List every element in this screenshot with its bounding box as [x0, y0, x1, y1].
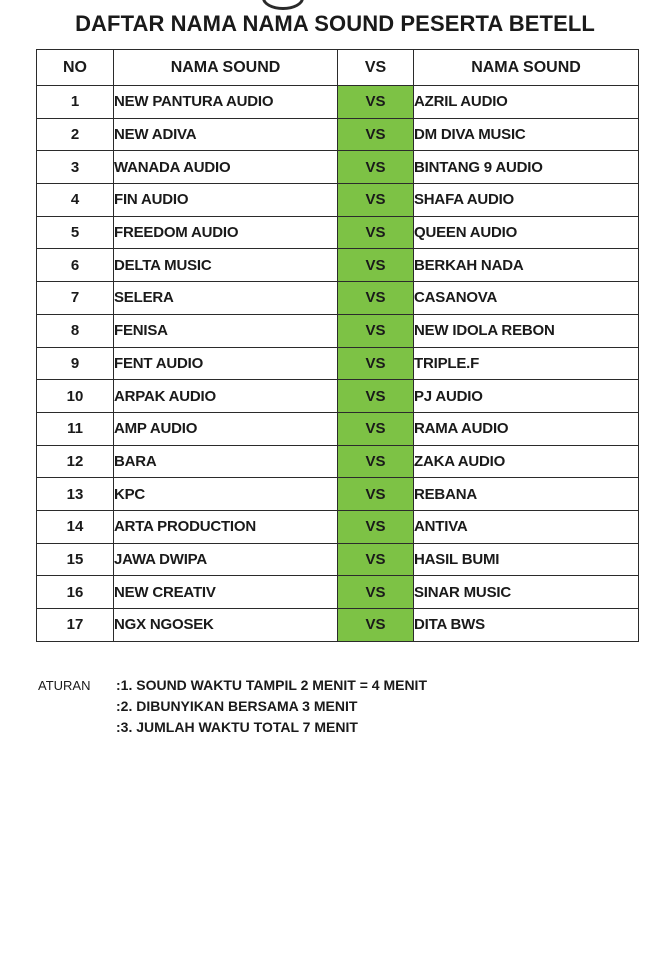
row-number: 12 [37, 445, 114, 478]
table-row [37, 216, 639, 249]
header-vs: VS [338, 50, 414, 86]
sound-a-name: ARTA PRODUCTION [114, 510, 338, 543]
sound-b-name: ZAKA AUDIO [414, 445, 639, 478]
sound-b-name: TRIPLE.F [414, 347, 639, 380]
sound-b-name: SINAR MUSIC [414, 576, 639, 609]
vs-label: VS [338, 314, 414, 347]
sound-b-name: QUEEN AUDIO [414, 216, 639, 249]
sound-a-name: ARPAK AUDIO [114, 380, 338, 413]
sound-b-name: CASANOVA [414, 282, 639, 315]
row-number: 7 [37, 282, 114, 315]
table-row [37, 151, 639, 184]
table-row [37, 249, 639, 282]
sound-a-name: BARA [114, 445, 338, 478]
sound-a-name: NEW PANTURA AUDIO [114, 86, 338, 119]
table-row [37, 445, 639, 478]
row-number: 2 [37, 118, 114, 151]
rule-item-2: :2. DIBUNYIKAN BERSAMA 3 MENIT [116, 698, 358, 714]
table-row [37, 543, 639, 576]
rules-label: ATURAN [38, 678, 91, 693]
table-row [37, 282, 639, 315]
page-title: DAFTAR NAMA NAMA SOUND PESERTA BETELL [75, 11, 595, 36]
sound-b-name: BINTANG 9 AUDIO [414, 151, 639, 184]
vs-label: VS [338, 380, 414, 413]
sound-b-name: BERKAH NADA [414, 249, 639, 282]
sound-a-name: NEW ADIVA [114, 118, 338, 151]
row-number: 11 [37, 412, 114, 445]
row-number: 16 [37, 576, 114, 609]
vs-label: VS [338, 478, 414, 511]
sound-a-name: AMP AUDIO [114, 412, 338, 445]
vs-label: VS [338, 445, 414, 478]
sound-b-name: ANTIVA [414, 510, 639, 543]
rule-item-1: :1. SOUND WAKTU TAMPIL 2 MENIT = 4 MENIT [116, 677, 428, 693]
table-header-row [37, 50, 639, 86]
row-number: 6 [37, 249, 114, 282]
row-number: 10 [37, 380, 114, 413]
vs-label: VS [338, 118, 414, 151]
sound-a-name: SELERA [114, 282, 338, 315]
vs-label: VS [338, 412, 414, 445]
cropped-logo-mark [262, 0, 304, 10]
sound-a-name: NGX NGOSEK [114, 609, 338, 642]
vs-label: VS [338, 249, 414, 282]
sound-b-name: RAMA AUDIO [414, 412, 639, 445]
sound-a-name: JAWA DWIPA [114, 543, 338, 576]
rules-list [116, 675, 427, 738]
sound-a-name: WANADA AUDIO [114, 151, 338, 184]
table-row [37, 576, 639, 609]
row-number: 5 [37, 216, 114, 249]
row-number: 3 [37, 151, 114, 184]
row-number: 15 [37, 543, 114, 576]
sound-b-name: REBANA [414, 478, 639, 511]
sound-a-name: FENT AUDIO [114, 347, 338, 380]
sound-b-name: SHAFA AUDIO [414, 184, 639, 217]
table-row [37, 609, 639, 642]
sound-b-name: NEW IDOLA REBON [414, 314, 639, 347]
sound-a-name: DELTA MUSIC [114, 249, 338, 282]
row-number: 8 [37, 314, 114, 347]
vs-label: VS [338, 543, 414, 576]
vs-label: VS [338, 151, 414, 184]
sound-a-name: FENISA [114, 314, 338, 347]
row-number: 14 [37, 510, 114, 543]
vs-label: VS [338, 576, 414, 609]
sound-a-name: NEW CREATIV [114, 576, 338, 609]
row-number: 13 [37, 478, 114, 511]
vs-label: VS [338, 86, 414, 119]
sound-a-name: FIN AUDIO [114, 184, 338, 217]
table-row [37, 347, 639, 380]
header-sound-a: NAMA SOUND [114, 50, 338, 86]
table-row [37, 184, 639, 217]
row-number: 4 [37, 184, 114, 217]
vs-label: VS [338, 347, 414, 380]
vs-label: VS [338, 282, 414, 315]
row-number: 17 [37, 609, 114, 642]
sound-a-name: KPC [114, 478, 338, 511]
match-table [36, 49, 639, 642]
vs-label: VS [338, 609, 414, 642]
row-number: 1 [37, 86, 114, 119]
table-body [37, 86, 639, 642]
row-number: 9 [37, 347, 114, 380]
rule-item-3: :3. JUMLAH WAKTU TOTAL 7 MENIT [116, 719, 358, 735]
sound-a-name: FREEDOM AUDIO [114, 216, 338, 249]
sound-b-name: HASIL BUMI [414, 543, 639, 576]
table-row [37, 118, 639, 151]
table-row [37, 510, 639, 543]
sound-b-name: AZRIL AUDIO [414, 86, 639, 119]
header-sound-b: NAMA SOUND [414, 50, 639, 86]
table-row [37, 478, 639, 511]
table-row [37, 314, 639, 347]
sound-b-name: DITA BWS [414, 609, 639, 642]
header-no: NO [37, 50, 114, 86]
vs-label: VS [338, 216, 414, 249]
sound-b-name: DM DIVA MUSIC [414, 118, 639, 151]
vs-label: VS [338, 510, 414, 543]
table-row [37, 86, 639, 119]
sound-b-name: PJ AUDIO [414, 380, 639, 413]
table-row [37, 412, 639, 445]
vs-label: VS [338, 184, 414, 217]
table-row [37, 380, 639, 413]
